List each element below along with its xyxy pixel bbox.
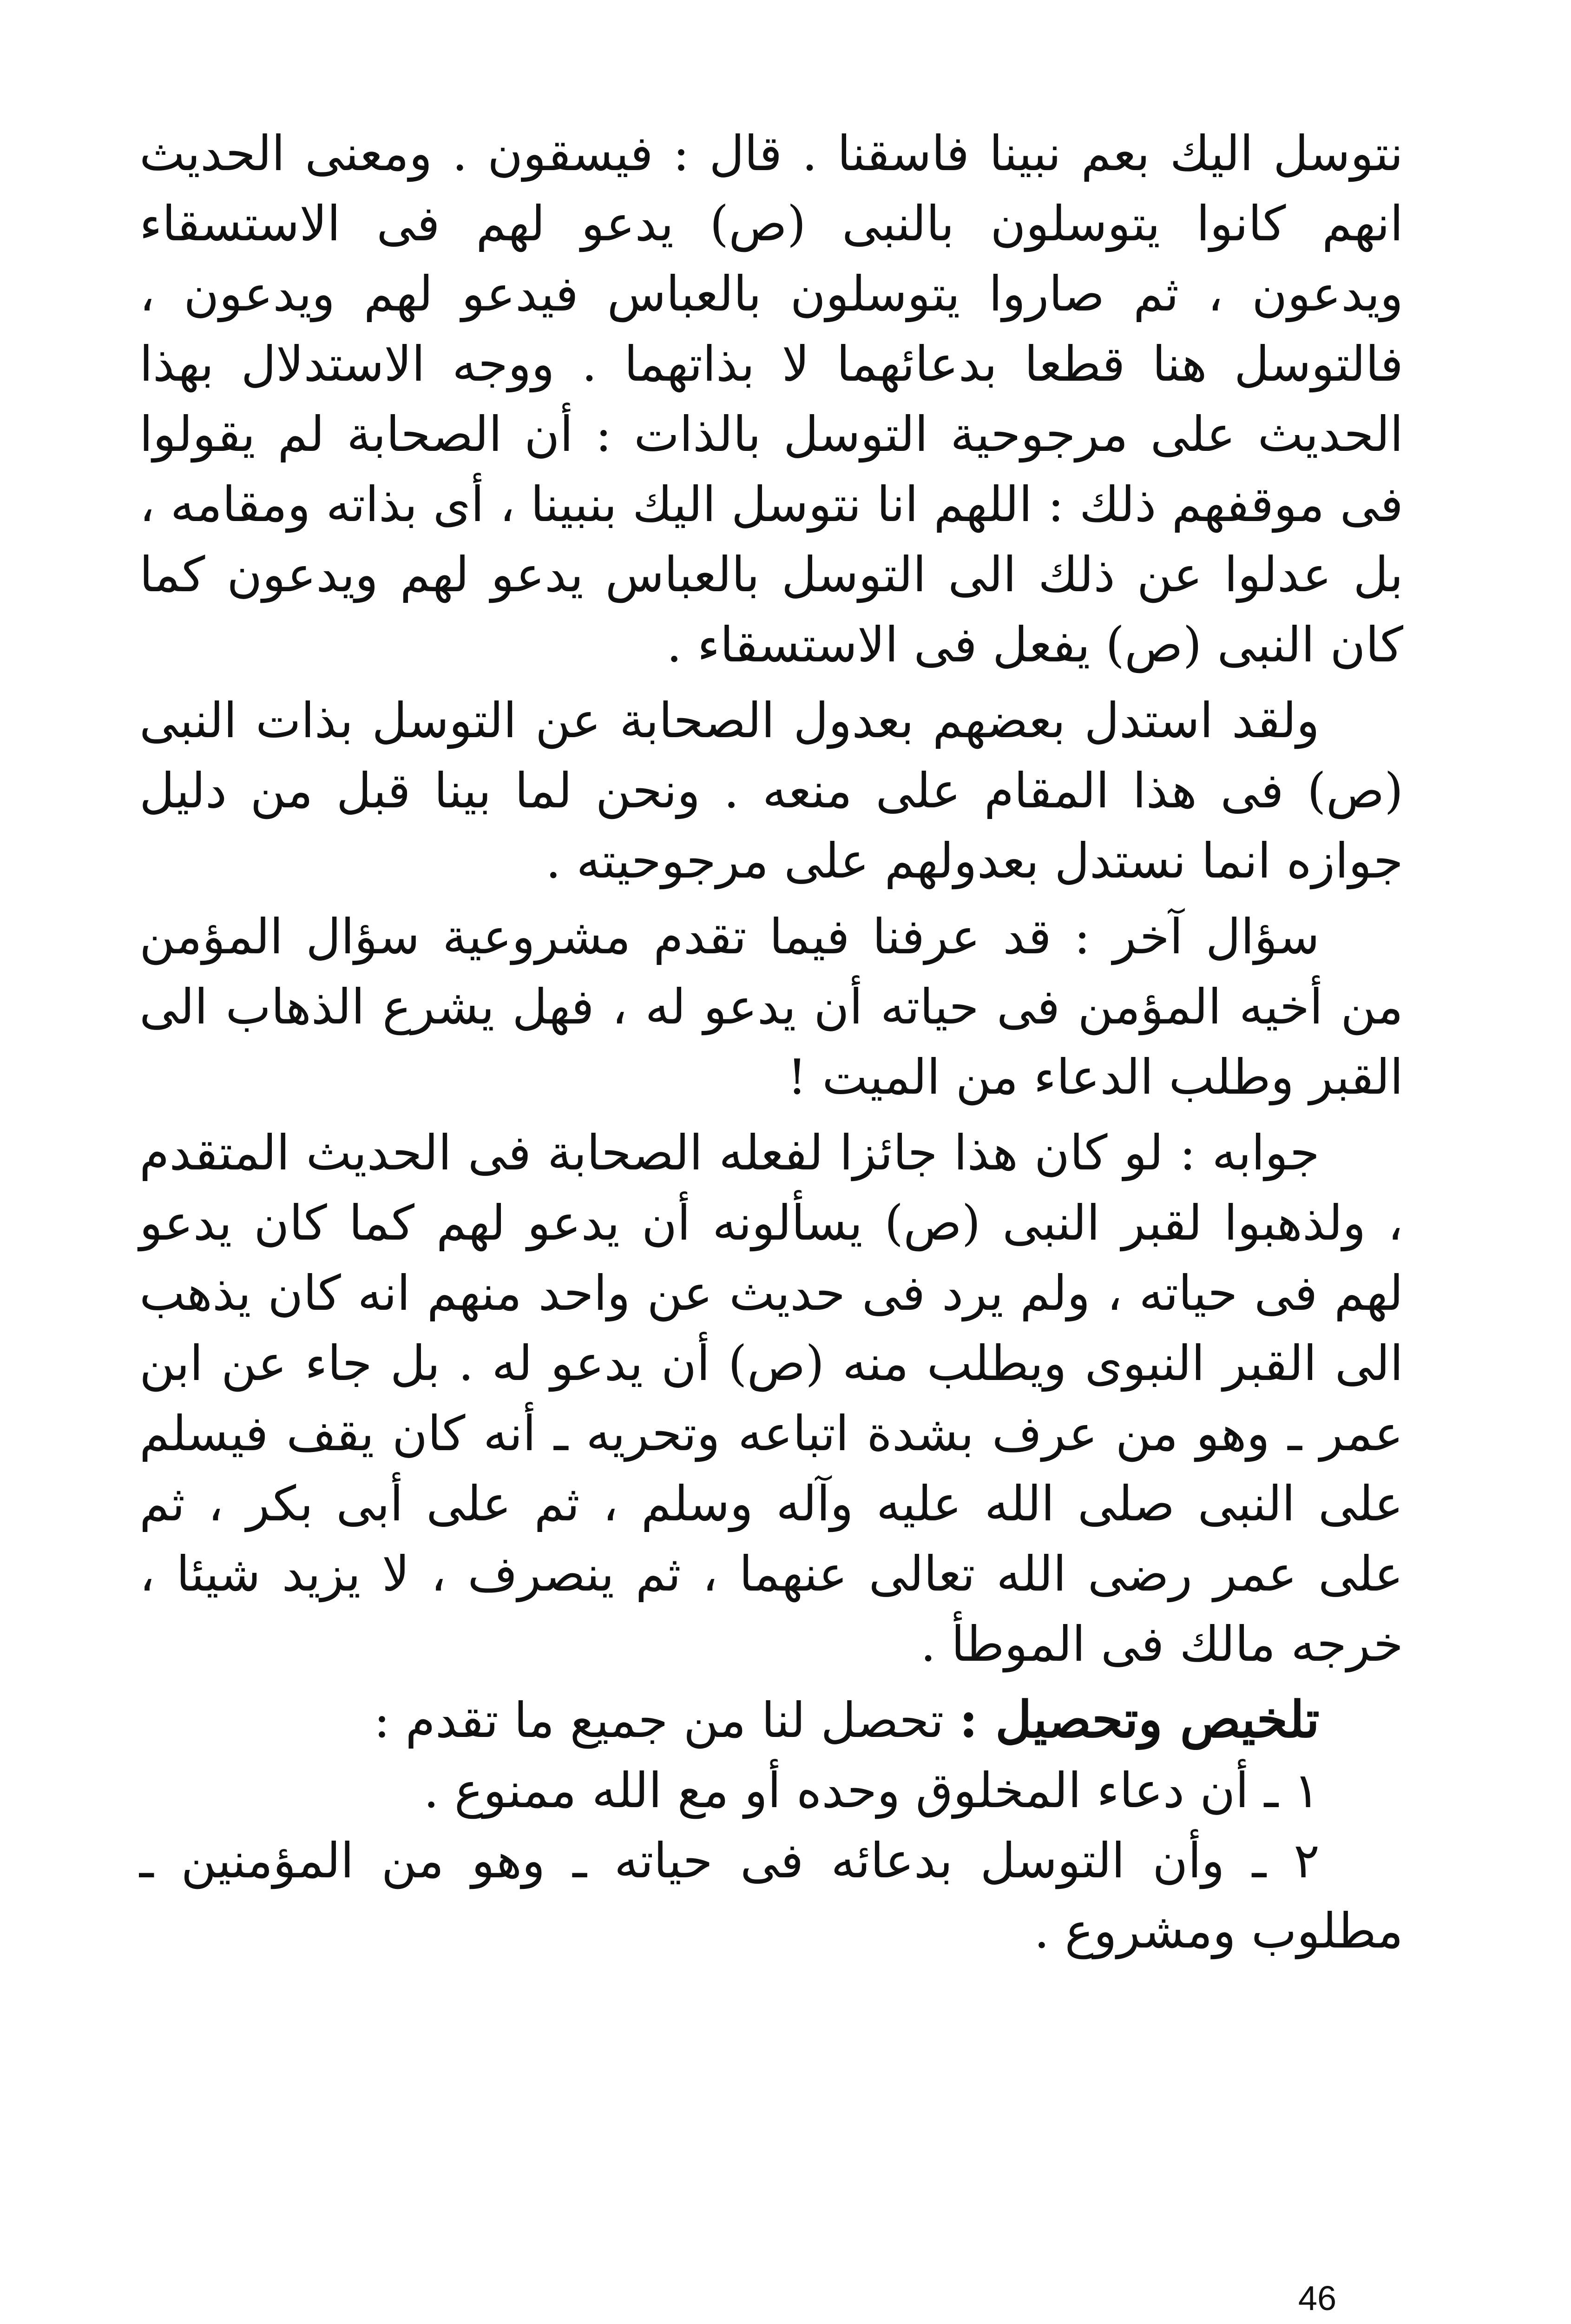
page-number: 46 xyxy=(1298,2279,1337,2317)
summary-item-2: ٢ ـ وأن التوسل بدعائه فى حياته ـ وهو من المؤمنين ـ مطلوب ومشروع . xyxy=(139,1832,1403,1959)
body-paragraph-2: ولقد استدل بعضهم بعدول الصحابة عن التوسل بذات النبى (ص) فى هذا المقام على منعه . ونحن لما بينا قبل من دليل جوازه انما نستدل بعدولهم على مرجوحيته . xyxy=(139,692,1403,889)
document-text xyxy=(139,119,1403,1966)
summary-item-1: ١ ـ أن دعاء المخلوق وحده أو مع الله ممنوع . xyxy=(423,1762,1320,1819)
summary-heading-line xyxy=(139,1685,1403,1756)
body-paragraph-4: جوابه : لو كان هذا جائزا لفعله الصحابة فى الحديث المتقدم ، ولذهبوا لقبر النبى (ص) يسألونه أن يدعو لهم كما كان يدعو لهم فى حياته ، ولم يرد فى حديث عن واحد منهم انه كان يذهب الى القبر النبوى ويطلب منه (ص) أن يدعو له . بل جاء عن ابن عمر ـ وهو من عرف بشدة اتباعه وتحريه ـ أنه كان يقف فيسلم على النبى صلى الله عليه وآله وسلم ، ثم على أبى بكر ، ثم على عمر رضى الله تعالى عنهما ، ثم ينصرف ، لا يزيد شيئا ، خرجه مالك فى الموطأ . xyxy=(139,1124,1404,1672)
summary-intro: تحصل لنا من جميع ما تقدم : xyxy=(374,1692,944,1749)
body-paragraph-1: نتوسل اليك بعم نبينا فاسقنا . قال : فيسقون . ومعنى الحديث انهم كانوا يتوسلون بالنبى (ص) يدعو لهم فى الاستسقاء ويدعون ، ثم صاروا يتوسلون بالعباس فيدعو لهم ويدعون ، فالتوسل هنا قطعا بدعائهما لا بذاتهما . ووجه الاستدلال بهذا الحديث على مرجوحية التوسل بالذات : أن الصحابة لم يقولوا فى موقفهم ذلك : اللهم انا نتوسل اليك بنبينا ، أى بذاته ومقامه ، بل عدلوا عن ذلك الى التوسل بالعباس يدعو لهم ويدعون كما كان النبى (ص) يفعل فى الاستسقاء . xyxy=(139,125,1404,673)
body-paragraph-3: سؤال آخر : قد عرفنا فيما تقدم مشروعية سؤال المؤمن من أخيه المؤمن فى حياته أن يدعو له ، فهل يشرع الذهاب الى القبر وطلب الدعاء من الميت ! xyxy=(139,908,1403,1105)
summary-heading: تلخيص وتحصيل : xyxy=(959,1690,1320,1749)
